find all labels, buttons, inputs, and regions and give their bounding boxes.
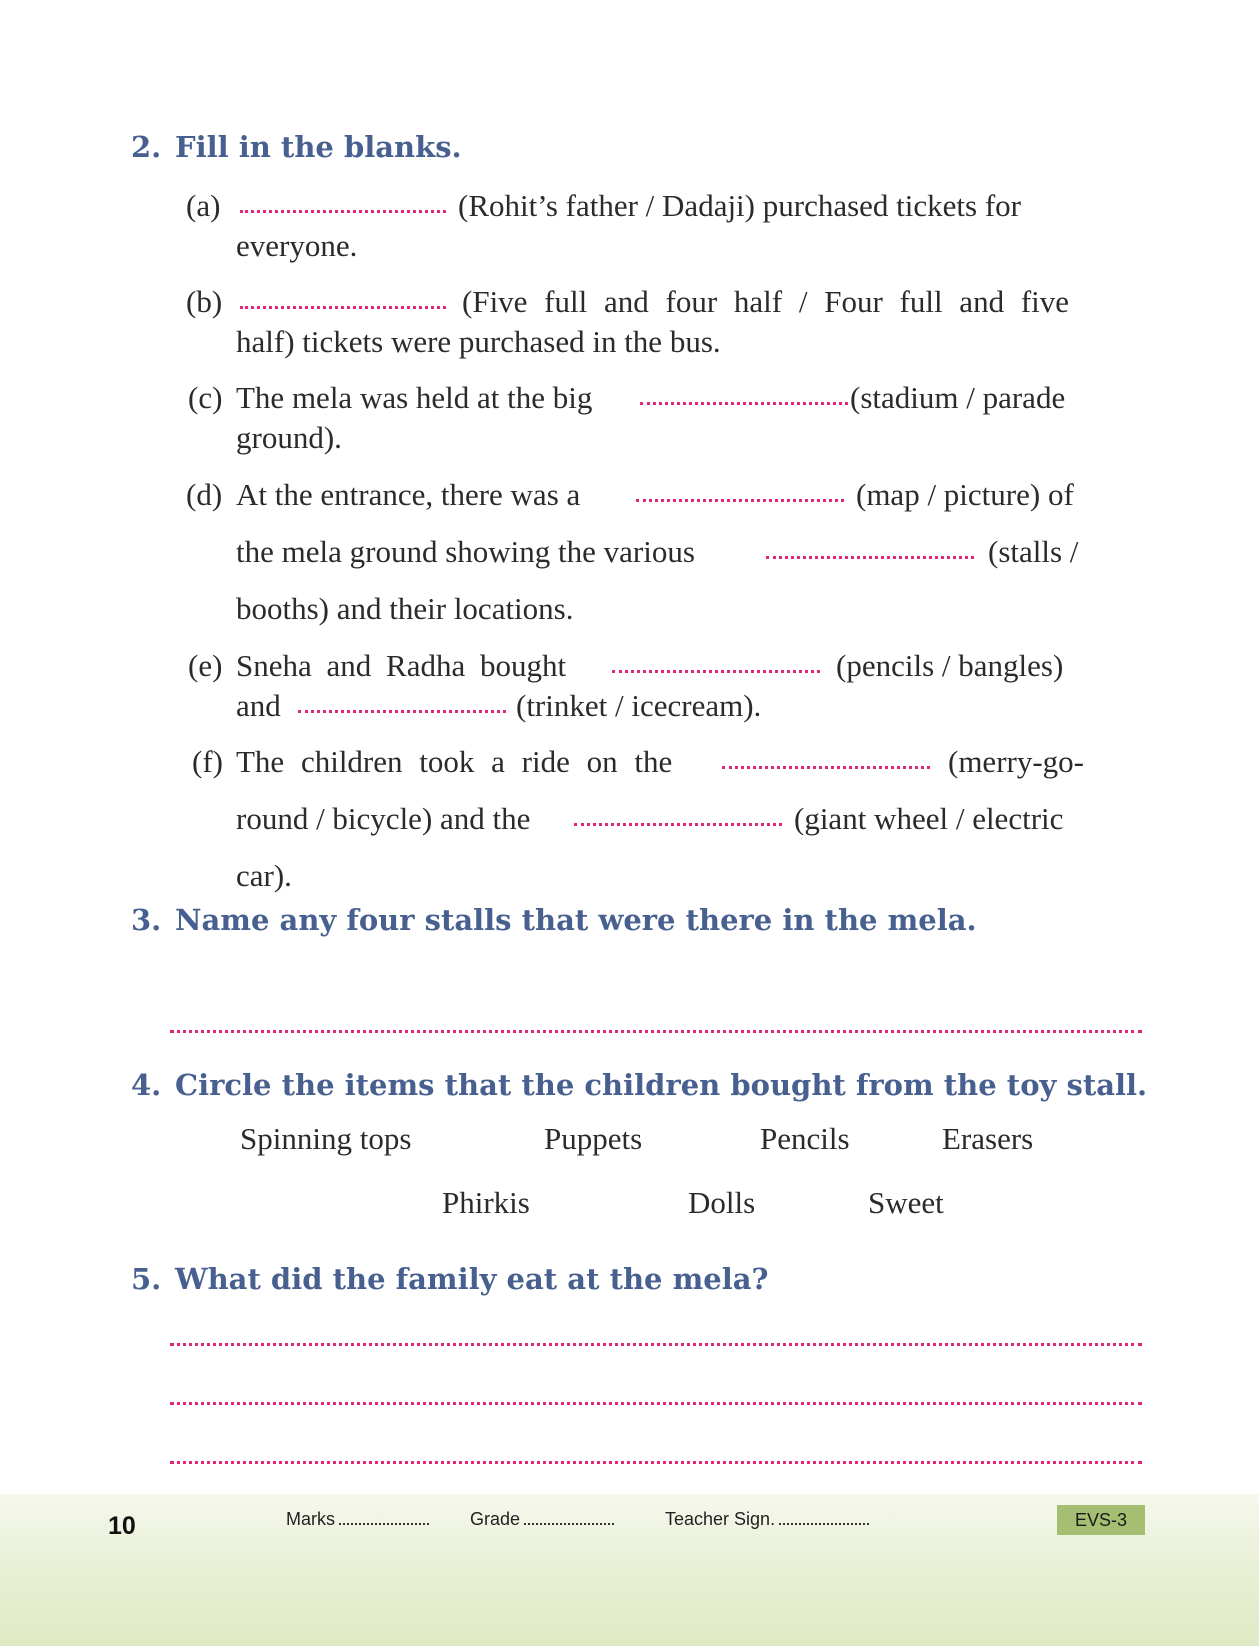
q2d-text-line3: booths) and their locations. <box>236 591 574 626</box>
q2a-label: (a) <box>186 188 221 223</box>
q5-number: 5. <box>131 1262 162 1296</box>
q4-title: Circle the items that the children bought from the toy stall. <box>175 1068 1148 1102</box>
q2c-blank[interactable] <box>640 402 848 405</box>
q4-heading <box>131 1068 1147 1102</box>
q3-title: Name any four stalls that were there in the mela. <box>175 903 977 937</box>
q3-answer-line[interactable] <box>170 1030 1142 1033</box>
q4-option[interactable]: Puppets <box>544 1121 643 1156</box>
q5-title: What did the family eat at the mela? <box>175 1262 769 1296</box>
q2d-text-line2-after: (stalls / <box>988 534 1079 569</box>
q2d-text-line2: the mela ground showing the various <box>236 534 695 569</box>
q2c-text-before: The mela was held at the big <box>236 380 593 415</box>
q4-number: 4. <box>131 1068 162 1102</box>
q2b-label: (b) <box>186 284 223 319</box>
q2d-label: (d) <box>186 477 223 512</box>
q2e-blank-1[interactable] <box>612 670 820 673</box>
q2f-text-line2-after: (giant wheel / electric <box>794 801 1064 836</box>
q2-title: Fill in the blanks. <box>175 130 462 164</box>
q2a-text: (Rohit’s father / Dadaji) purchased tickets for <box>458 188 1021 223</box>
q2f-label: (f) <box>192 744 223 779</box>
page-number: 10 <box>108 1512 136 1540</box>
grade-label: Grade <box>470 1509 521 1529</box>
q2-number: 2. <box>131 130 162 164</box>
q2e-text-before: Sneha and Radha bought <box>236 648 567 683</box>
grade-field <box>470 1509 614 1530</box>
q2d-blank-1[interactable] <box>636 499 844 502</box>
marks-label: Marks <box>286 1509 335 1529</box>
q2e-text-line2-after: (trinket / icecream). <box>516 688 762 723</box>
teacher-sign-field <box>665 1509 869 1530</box>
q3-heading <box>131 903 977 937</box>
q5-heading <box>131 1262 769 1296</box>
q4-option[interactable]: Sweet <box>868 1185 944 1220</box>
marks-blank[interactable] <box>339 1523 429 1525</box>
subject-badge: EVS-3 <box>1057 1505 1145 1535</box>
q2c-text-cont: ground). <box>236 420 342 455</box>
q2b-blank[interactable] <box>240 306 446 309</box>
q2a-text-cont: everyone. <box>236 228 358 263</box>
q3-number: 3. <box>131 903 162 937</box>
q2b-text-cont: half) tickets were purchased in the bus. <box>236 324 721 359</box>
q2e-text-line2: and <box>236 688 281 723</box>
q5-answer-line[interactable] <box>170 1402 1142 1405</box>
grade-blank[interactable] <box>524 1523 614 1525</box>
q5-answer-line[interactable] <box>170 1461 1142 1464</box>
q2f-blank-2[interactable] <box>574 823 782 826</box>
q4-option[interactable]: Phirkis <box>442 1185 530 1220</box>
q2f-text-line2: round / bicycle) and the <box>236 801 531 836</box>
q2c-text-after: (stadium / parade <box>850 380 1066 415</box>
q2e-blank-2[interactable] <box>298 710 506 713</box>
q2a-blank[interactable] <box>240 210 446 213</box>
teacher-sign-blank[interactable] <box>779 1523 869 1525</box>
q2d-text-before: At the entrance, there was a <box>236 477 581 512</box>
q2d-blank-2[interactable] <box>766 556 974 559</box>
q2f-blank-1[interactable] <box>722 766 930 769</box>
teacher-sign-label: Teacher Sign. <box>665 1509 776 1529</box>
q2e-label: (e) <box>188 648 223 683</box>
q2f-text-before: The children took a ride on the <box>236 744 673 779</box>
q2-heading <box>131 130 462 164</box>
q2f-text-after: (merry-go- <box>948 744 1084 779</box>
q4-option[interactable]: Pencils <box>760 1121 850 1156</box>
q2d-text-after: (map / picture) of <box>856 477 1074 512</box>
q4-option[interactable]: Spinning tops <box>240 1121 412 1156</box>
q4-option[interactable]: Dolls <box>688 1185 756 1220</box>
q5-answer-line[interactable] <box>170 1343 1142 1346</box>
q2c-label: (c) <box>188 380 223 415</box>
q4-option[interactable]: Erasers <box>942 1121 1034 1156</box>
marks-field <box>286 1509 429 1530</box>
q2b-text: (Five full and four half / Four full and five <box>462 284 1070 319</box>
q2f-text-line3: car). <box>236 858 292 893</box>
q2e-text-after: (pencils / bangles) <box>836 648 1064 683</box>
